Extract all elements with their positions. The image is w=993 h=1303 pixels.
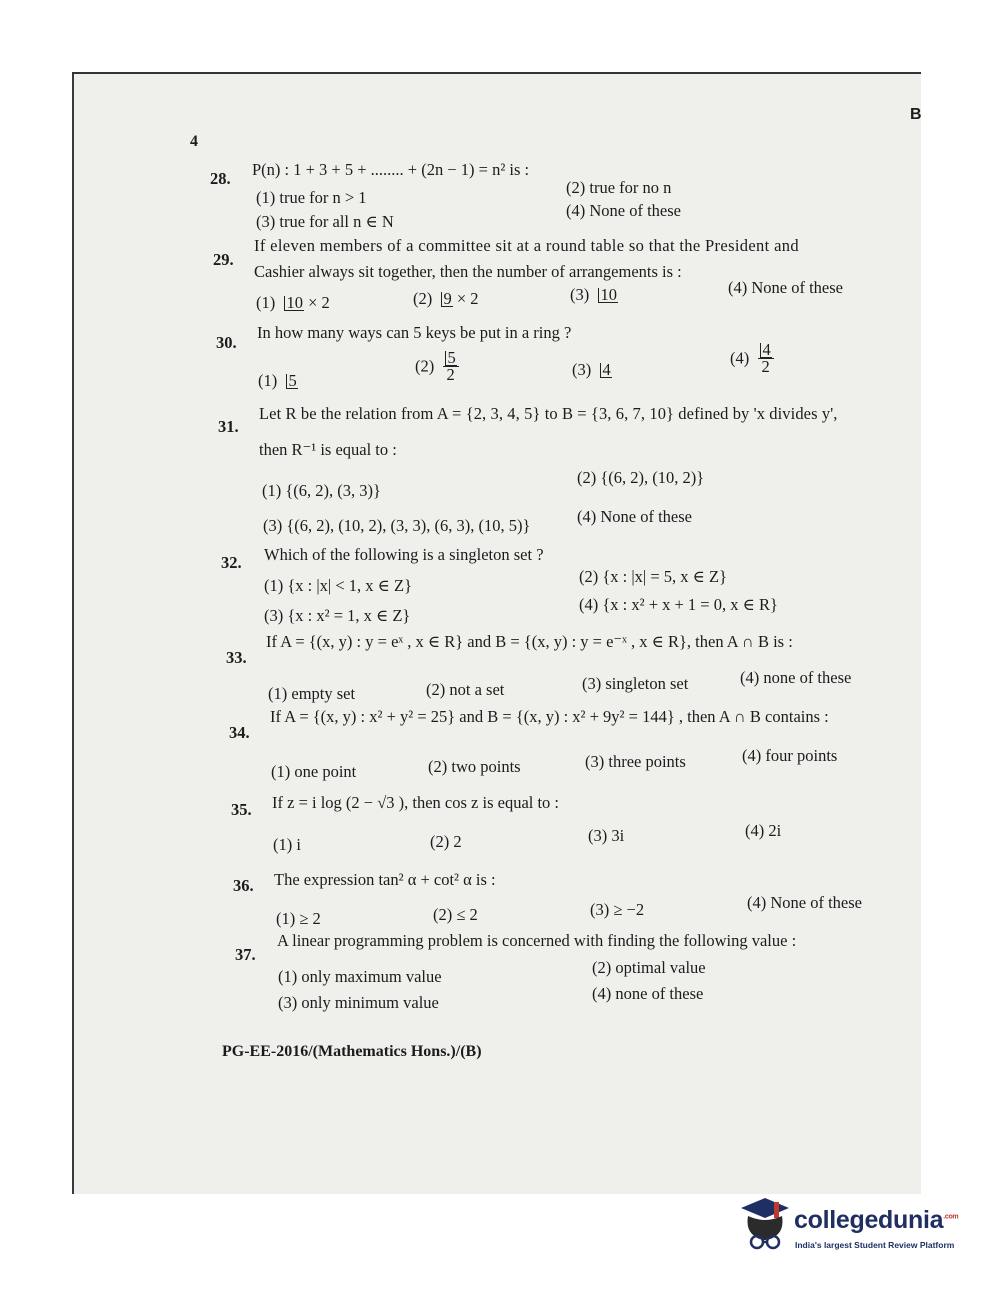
question-text: Let R be the relation from A = {2, 3, 4, 5} to B = {3, 6, 7, 10} defined by 'x divides y', bbox=[259, 404, 838, 423]
option-2: (2) ≤ 2 bbox=[433, 905, 478, 924]
question-number: 33. bbox=[226, 648, 247, 667]
booklet-series-letter: B bbox=[910, 106, 922, 123]
option-2: (2) {x : |x| = 5, x ∈ Z} bbox=[579, 567, 727, 586]
option-3: (3) 4 bbox=[572, 360, 611, 379]
option-3: (3) only minimum value bbox=[278, 993, 439, 1012]
question-number: 30. bbox=[216, 333, 237, 352]
option-2: (2) $\frac{5}{2}$ bbox=[415, 350, 459, 383]
fraction: $\frac{5}{2}$ bbox=[443, 350, 459, 383]
question-number: 31. bbox=[218, 417, 239, 436]
option-4: (4) {x : x² + x + 1 = 0, x ∈ R} bbox=[579, 595, 778, 614]
question-text: A linear programming problem is concerned with finding the following value : bbox=[277, 931, 797, 950]
logo-tagline: India's largest Student Review Platform bbox=[795, 1240, 955, 1250]
question-text: P(n) : 1 + 3 + 5 + ........ + (2n − 1) = n² is : bbox=[252, 160, 530, 179]
option-2: (2) 2 bbox=[430, 832, 462, 851]
page-number: 4 bbox=[190, 133, 198, 150]
option-1: (1) one point bbox=[271, 762, 357, 781]
question-text-line-2: Cashier always sit together, then the number of arrangements is : bbox=[254, 262, 682, 281]
option-4: (4) None of these bbox=[728, 278, 844, 297]
option-1: (1) i bbox=[273, 835, 301, 854]
option-1: (1) only maximum value bbox=[278, 967, 442, 986]
question-number: 32. bbox=[221, 553, 242, 572]
option-4: (4) none of these bbox=[740, 668, 852, 687]
question-number: 29. bbox=[213, 250, 234, 269]
option-2: (2) not a set bbox=[426, 680, 505, 699]
paper-code-footer: PG-EE-2016/(Mathematics Hons.)/(B) bbox=[222, 1043, 482, 1060]
question-text-line-2: then R⁻¹ is equal to : bbox=[259, 440, 397, 459]
option-2: (2) true for no n bbox=[566, 178, 672, 197]
fraction: $\frac{4}{2}$ bbox=[758, 342, 774, 375]
option-1: (1) {(6, 2), (3, 3)} bbox=[262, 481, 381, 500]
option-1: (1) true for n > 1 bbox=[256, 188, 367, 207]
question-text: If A = {(x, y) : y = eˣ , x ∈ R} and B = {(x, y) : y = e⁻ˣ , x ∈ R}, then A ∩ B is : bbox=[266, 632, 793, 651]
question-number: 35. bbox=[231, 800, 252, 819]
question-text: If A = {(x, y) : x² + y² = 25} and B = {(x, y) : x² + 9y² = 144} , then A ∩ B contains : bbox=[270, 707, 829, 726]
option-1: (1) empty set bbox=[268, 684, 356, 703]
question-number: 34. bbox=[229, 723, 250, 742]
question-number: 37. bbox=[235, 945, 256, 964]
student-mascot-icon bbox=[738, 1198, 792, 1254]
option-3: (3) three points bbox=[585, 752, 686, 771]
question-text: If z = i log (2 − √3 ), then cos z is equal to : bbox=[272, 793, 560, 812]
question-number: 36. bbox=[233, 876, 254, 895]
option-3: (3) true for all n ∈ N bbox=[256, 212, 394, 231]
question-number: 28. bbox=[210, 169, 231, 188]
option-3: (3) {x : x² = 1, x ∈ Z} bbox=[264, 606, 411, 625]
logo-wordmark: collegedunia$^{.com}$ bbox=[794, 1206, 959, 1234]
collegedunia-logo[interactable] bbox=[738, 1198, 960, 1258]
option-4: (4) $\frac{4}{2}$ bbox=[730, 342, 774, 375]
option-2: (2) {(6, 2), (10, 2)} bbox=[577, 468, 705, 487]
option-4: (4) 2i bbox=[745, 821, 782, 840]
option-1: (1) {x : |x| < 1, x ∈ Z} bbox=[264, 576, 412, 595]
option-3: (3) singleton set bbox=[582, 674, 689, 693]
option-4: (4) None of these bbox=[577, 507, 693, 526]
option-4: (4) None of these bbox=[747, 893, 863, 912]
option-3: (3) 3i bbox=[588, 826, 625, 845]
option-4: (4) None of these bbox=[566, 201, 682, 220]
page-top-border bbox=[72, 72, 921, 74]
option-3: (3) {(6, 2), (10, 2), (3, 3), (6, 3), (10, 5)} bbox=[263, 516, 531, 535]
question-text: In how many ways can 5 keys be put in a ring ? bbox=[257, 323, 572, 342]
question-text: If eleven members of a committee sit at a round table so that the President and bbox=[254, 236, 799, 255]
option-1: (1) ≥ 2 bbox=[276, 909, 321, 928]
option-1: (1) 5 bbox=[258, 371, 297, 390]
option-1: (1) 10 × 2 bbox=[256, 293, 330, 312]
option-2: (2) two points bbox=[428, 757, 521, 776]
option-4: (4) none of these bbox=[592, 984, 704, 1003]
question-text: The expression tan² α + cot² α is : bbox=[274, 870, 496, 889]
option-4: (4) four points bbox=[742, 746, 838, 765]
question-text: Which of the following is a singleton set ? bbox=[264, 545, 544, 564]
option-2: (2) optimal value bbox=[592, 958, 706, 977]
option-2: (2) 9 × 2 bbox=[413, 289, 479, 308]
option-3: (3) 10 bbox=[570, 285, 617, 304]
option-3: (3) ≥ −2 bbox=[590, 900, 645, 919]
